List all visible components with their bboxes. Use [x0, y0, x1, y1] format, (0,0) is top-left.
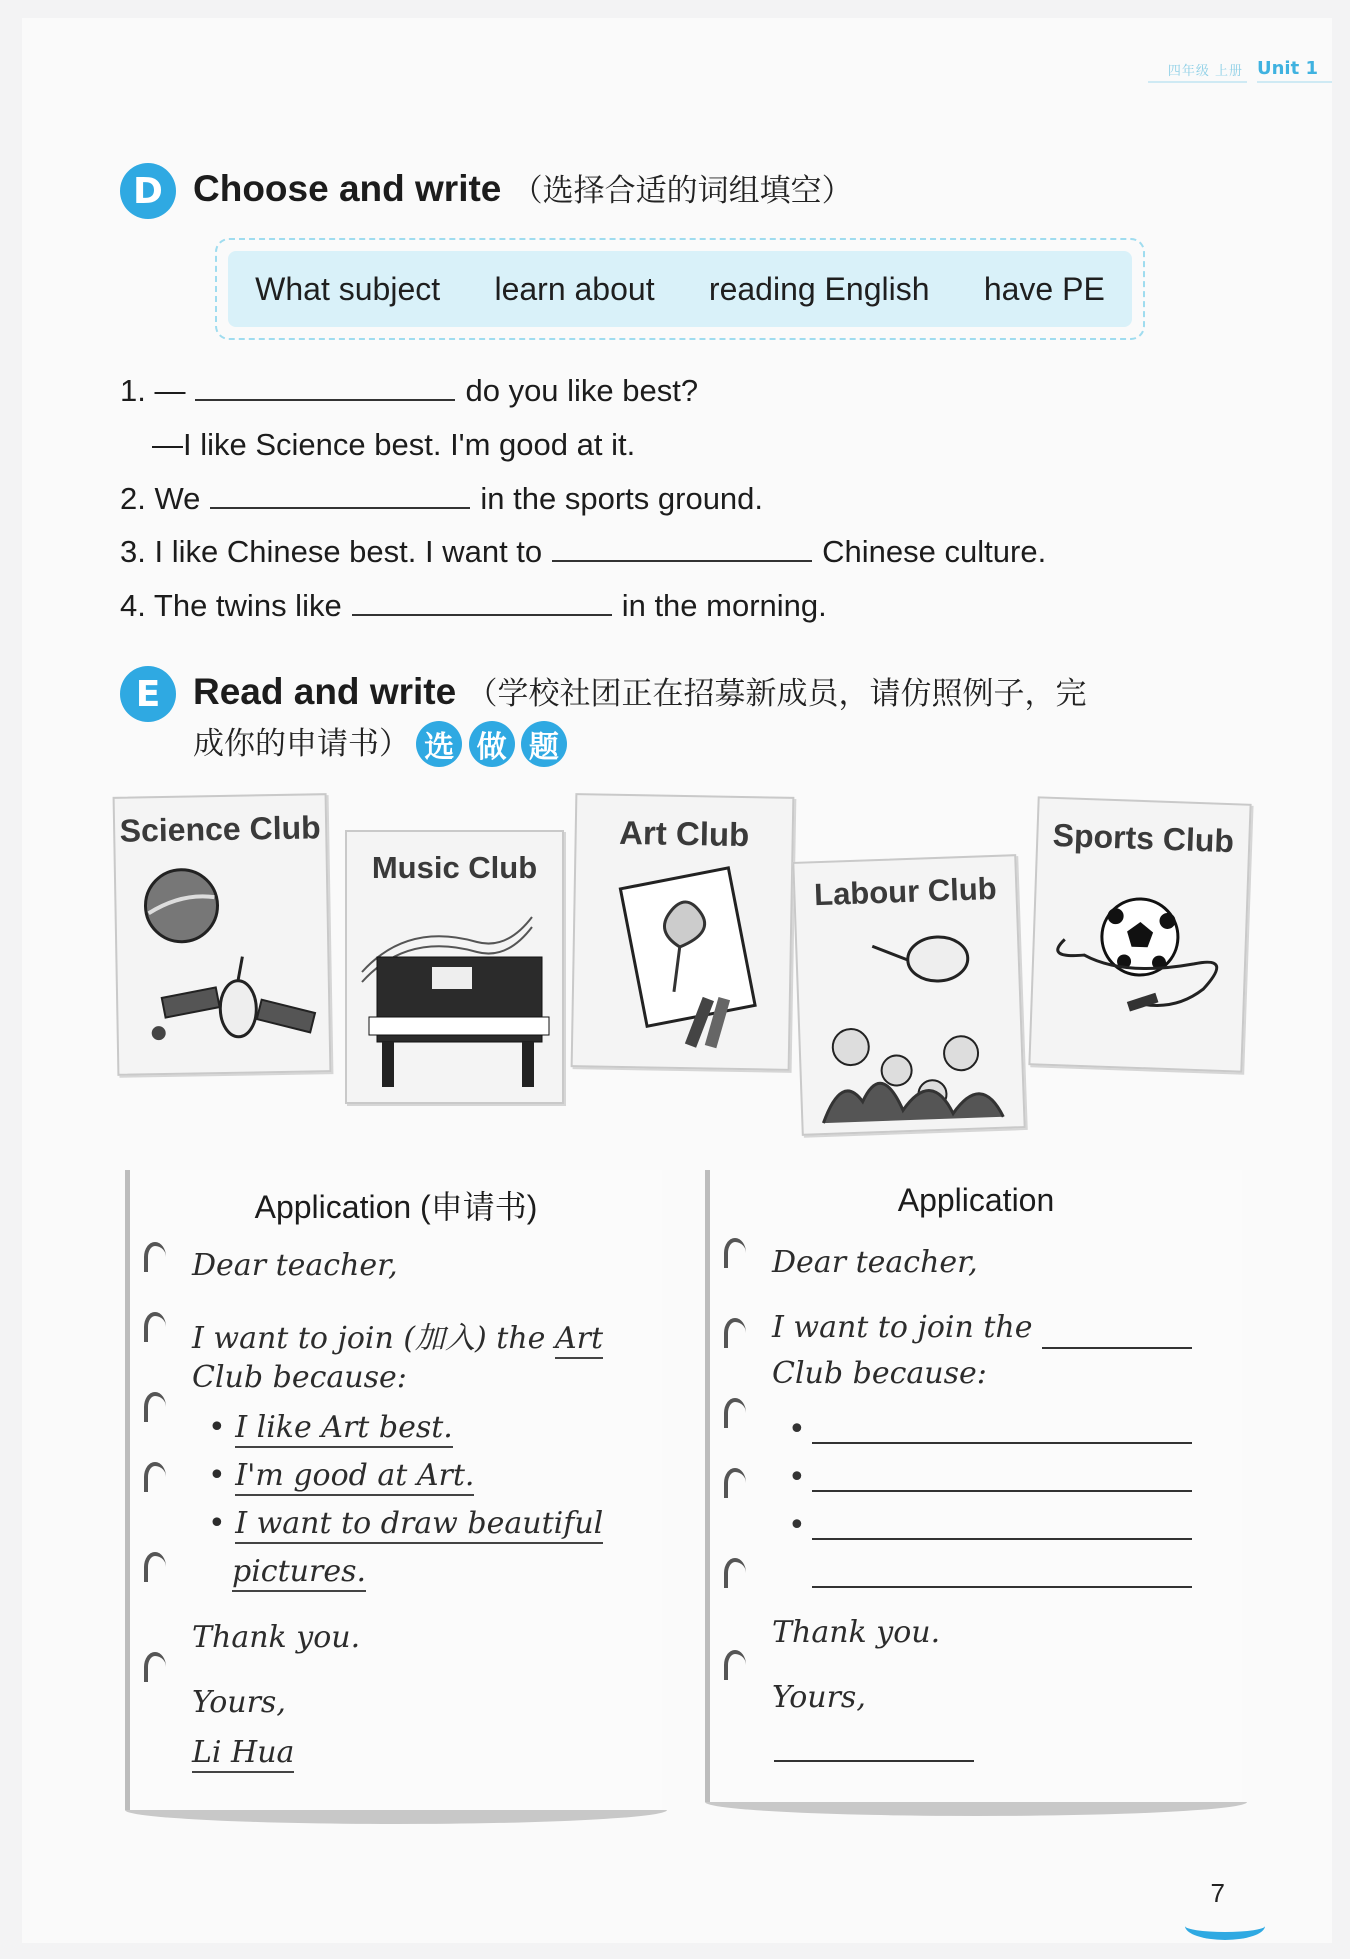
answer-blank[interactable]: [552, 536, 812, 562]
question-text: do you like best?: [465, 373, 699, 408]
word-option: learn about: [494, 270, 655, 307]
piano-icon: [347, 832, 562, 1102]
section-d-badge: D: [120, 163, 176, 219]
bullet: •: [788, 1412, 806, 1447]
question-2: [120, 481, 763, 517]
application-example: [125, 1170, 662, 1810]
science-club-card: [113, 793, 332, 1076]
music-club-card: [345, 830, 564, 1104]
question-1: [120, 373, 698, 409]
greeting: Dear teacher,: [772, 1245, 978, 1280]
question-text: in the morning.: [621, 588, 827, 623]
club-title: Science Club: [119, 809, 321, 849]
question-4: [120, 588, 827, 624]
club-title: Labour Club: [813, 870, 998, 913]
reason-text: I want to draw beautiful: [235, 1506, 603, 1544]
labour-club-card: [792, 854, 1025, 1136]
thanks: Thank you.: [192, 1620, 361, 1655]
sketchbook-icon: [573, 795, 793, 1069]
application-form: [705, 1170, 1242, 1802]
question-text: in the sports ground.: [480, 481, 764, 516]
reason-blank[interactable]: [812, 1586, 1192, 1588]
word-option: have PE: [983, 270, 1105, 307]
reason-blank[interactable]: [812, 1490, 1192, 1492]
question-text: 2. We: [120, 481, 201, 516]
club-title: Music Club: [371, 850, 538, 885]
question-3: [120, 534, 1046, 570]
closing: Yours,: [772, 1680, 866, 1715]
binder-ring: [724, 1398, 746, 1428]
unit-label: Unit 1: [1257, 58, 1332, 83]
reason-3: • I want to draw beautiful: [208, 1506, 603, 1541]
page-number: 7: [1210, 1878, 1225, 1908]
binder-ring: [144, 1652, 166, 1682]
reason-text: pictures.: [232, 1554, 366, 1592]
binder-ring: [144, 1312, 166, 1342]
answer-blank[interactable]: [352, 590, 612, 616]
word-option: reading English: [708, 270, 930, 307]
page-header: [1148, 58, 1332, 83]
reason-blank[interactable]: [812, 1442, 1192, 1444]
reason-1: • I like Art best.: [208, 1410, 453, 1445]
watering-can-flowers-icon: [794, 856, 1023, 1134]
binder-ring: [144, 1462, 166, 1492]
reason-blank[interactable]: [812, 1538, 1192, 1540]
question-text: 4. The twins like: [120, 588, 342, 623]
reason-2: • I'm good at Art.: [208, 1458, 474, 1493]
soccer-ball-jump-rope-icon: [1030, 798, 1249, 1070]
reason-text: I'm good at Art.: [235, 1458, 474, 1496]
bullet: •: [788, 1508, 806, 1543]
word-bank-inner: [228, 251, 1132, 327]
answer-blank[interactable]: [210, 483, 470, 509]
closing: Yours,: [192, 1685, 286, 1720]
word-bank: [215, 238, 1145, 340]
section-e-title-text: Read and write: [193, 671, 457, 712]
section-d-subtitle: （选择合适的词组填空）: [511, 173, 853, 209]
signature: [192, 1735, 294, 1770]
question-1-reply: —I like Science best. I'm good at it.: [152, 427, 636, 462]
question-text: 1. —: [120, 373, 186, 408]
word-option: What subject: [255, 270, 441, 307]
section-e-subtitle-2: 成你的申请书）: [193, 726, 410, 762]
optional-pill: 题: [521, 721, 567, 767]
planet-satellite-icon: [115, 795, 330, 1074]
binder-ring: [724, 1238, 746, 1268]
section-e-subtitle: （学校社团正在招募新成员，请仿照例子，完: [466, 676, 1087, 712]
optional-pill: 做: [469, 721, 515, 767]
binder-ring: [724, 1468, 746, 1498]
reason-text: I like Art best.: [235, 1410, 453, 1448]
section-d-title: [193, 165, 853, 210]
art-club-card: [571, 793, 795, 1071]
question-text: Chinese culture.: [822, 534, 1047, 569]
reason-3-cont: [232, 1554, 366, 1589]
application-heading: Application: [897, 1182, 1055, 1218]
because-line: Club because:: [192, 1360, 407, 1395]
binder-ring: [144, 1392, 166, 1422]
club-answer: Art: [555, 1321, 603, 1359]
club-title: Art Club: [618, 813, 750, 854]
join-text: I want to join (加入) the: [192, 1321, 546, 1356]
page-swoosh: [1185, 1912, 1265, 1940]
section-d-title-text: Choose and write: [193, 168, 502, 209]
because-line: Club because:: [772, 1356, 987, 1391]
section-e-title-line2: [193, 718, 567, 767]
greeting: Dear teacher,: [192, 1248, 398, 1283]
bullet: •: [788, 1460, 806, 1495]
thanks: Thank you.: [772, 1615, 941, 1650]
binder-ring: [724, 1318, 746, 1348]
binder-ring: [144, 1242, 166, 1272]
join-line: [192, 1313, 603, 1357]
join-line: I want to join the: [772, 1310, 1033, 1345]
signature-blank[interactable]: [774, 1760, 974, 1762]
binder-ring: [144, 1552, 166, 1582]
sports-club-card: [1028, 796, 1251, 1072]
signature-name: Li Hua: [192, 1735, 294, 1773]
answer-blank[interactable]: [195, 375, 455, 401]
application-heading: Application (申请书): [254, 1189, 538, 1225]
club-title: Sports Club: [1052, 816, 1235, 860]
question-text: 3. I like Chinese best. I want to: [120, 534, 543, 569]
optional-pill: 选: [416, 721, 462, 767]
club-blank[interactable]: [1042, 1347, 1192, 1349]
section-e-badge: E: [120, 666, 176, 722]
binder-ring: [724, 1558, 746, 1588]
grade-label: 四年级 上册: [1148, 60, 1247, 83]
section-e-title: [193, 668, 1086, 713]
binder-ring: [724, 1650, 746, 1680]
